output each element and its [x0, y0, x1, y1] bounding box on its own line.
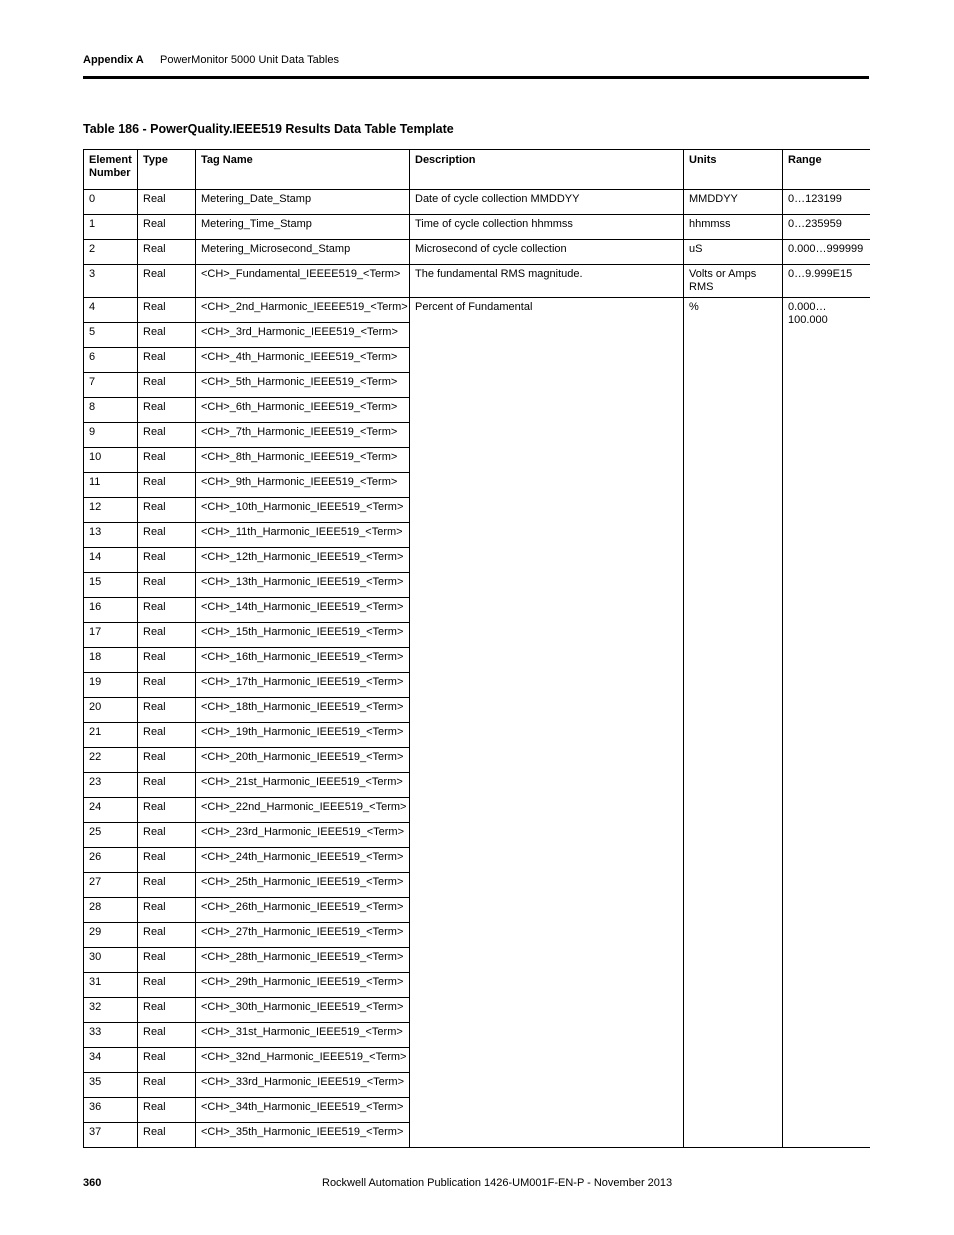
type-cell: Real — [138, 923, 196, 948]
column-header: Tag Name — [196, 150, 410, 190]
column-header: Description — [410, 150, 684, 190]
type-cell: Real — [138, 190, 196, 215]
type-cell: Real — [138, 873, 196, 898]
tag-name-cell: <CH>_26th_Harmonic_IEEE519_<Term> — [196, 898, 410, 923]
element-number-cell: 23 — [84, 773, 138, 798]
tag-name-cell: <CH>_4th_Harmonic_IEEE519_<Term> — [196, 348, 410, 373]
range-cell: 0…235959 — [783, 215, 870, 240]
tag-name-cell: <CH>_23rd_Harmonic_IEEE519_<Term> — [196, 823, 410, 848]
element-number-cell: 25 — [84, 823, 138, 848]
element-number-cell: 21 — [84, 723, 138, 748]
element-number-cell: 6 — [84, 348, 138, 373]
type-cell: Real — [138, 373, 196, 398]
element-number-cell: 12 — [84, 498, 138, 523]
type-cell: Real — [138, 898, 196, 923]
range-cell: 0…9.999E15 — [783, 265, 870, 298]
element-number-cell: 33 — [84, 1023, 138, 1048]
type-cell: Real — [138, 1048, 196, 1073]
tag-name-cell: <CH>_10th_Harmonic_IEEE519_<Term> — [196, 498, 410, 523]
table-row — [84, 298, 870, 323]
tag-name-cell: <CH>_34th_Harmonic_IEEE519_<Term> — [196, 1098, 410, 1123]
range-cell: 0.000…999999 — [783, 240, 870, 265]
tag-name-cell: <CH>_32nd_Harmonic_IEEE519_<Term> — [196, 1048, 410, 1073]
range-cell: 0…123199 — [783, 190, 870, 215]
units-cell: Volts or Amps RMS — [684, 265, 783, 298]
tag-name-cell: <CH>_5th_Harmonic_IEEE519_<Term> — [196, 373, 410, 398]
element-number-cell: 3 — [84, 265, 138, 298]
type-cell: Real — [138, 323, 196, 348]
type-cell: Real — [138, 573, 196, 598]
page-header — [83, 52, 869, 79]
type-cell: Real — [138, 698, 196, 723]
type-cell: Real — [138, 348, 196, 373]
description-cell: Percent of Fundamental — [410, 298, 684, 1148]
tag-name-cell: <CH>_31st_Harmonic_IEEE519_<Term> — [196, 1023, 410, 1048]
element-number-cell: 24 — [84, 798, 138, 823]
type-cell: Real — [138, 498, 196, 523]
tag-name-cell: <CH>_19th_Harmonic_IEEE519_<Term> — [196, 723, 410, 748]
type-cell: Real — [138, 773, 196, 798]
column-header: Range — [783, 150, 870, 190]
tag-name-cell: <CH>_9th_Harmonic_IEEE519_<Term> — [196, 473, 410, 498]
tag-name-cell: Metering_Date_Stamp — [196, 190, 410, 215]
type-cell: Real — [138, 598, 196, 623]
element-number-cell: 35 — [84, 1073, 138, 1098]
tag-name-cell: <CH>_29th_Harmonic_IEEE519_<Term> — [196, 973, 410, 998]
type-cell: Real — [138, 265, 196, 298]
type-cell: Real — [138, 948, 196, 973]
units-cell: uS — [684, 240, 783, 265]
type-cell: Real — [138, 240, 196, 265]
type-cell: Real — [138, 523, 196, 548]
tag-name-cell: Metering_Microsecond_Stamp — [196, 240, 410, 265]
tag-name-cell: <CH>_15th_Harmonic_IEEE519_<Term> — [196, 623, 410, 648]
element-number-cell: 7 — [84, 373, 138, 398]
element-number-cell: 14 — [84, 548, 138, 573]
tag-name-cell: <CH>_11th_Harmonic_IEEE519_<Term> — [196, 523, 410, 548]
element-number-cell: 27 — [84, 873, 138, 898]
tag-name-cell: <CH>_14th_Harmonic_IEEE519_<Term> — [196, 598, 410, 623]
tag-name-cell: <CH>_Fundamental_IEEEE519_<Term> — [196, 265, 410, 298]
element-number-cell: 11 — [84, 473, 138, 498]
tag-name-cell: <CH>_13th_Harmonic_IEEE519_<Term> — [196, 573, 410, 598]
tag-name-cell: <CH>_35th_Harmonic_IEEE519_<Term> — [196, 1123, 410, 1148]
type-cell: Real — [138, 673, 196, 698]
element-number-cell: 17 — [84, 623, 138, 648]
table-row — [84, 215, 870, 240]
type-cell: Real — [138, 998, 196, 1023]
type-cell: Real — [138, 1098, 196, 1123]
table-body — [84, 190, 870, 1148]
element-number-cell: 0 — [84, 190, 138, 215]
tag-name-cell: <CH>_2nd_Harmonic_IEEEE519_<Term> — [196, 298, 410, 323]
tag-name-cell: <CH>_17th_Harmonic_IEEE519_<Term> — [196, 673, 410, 698]
element-number-cell: 13 — [84, 523, 138, 548]
element-number-cell: 1 — [84, 215, 138, 240]
element-number-cell: 16 — [84, 598, 138, 623]
element-number-cell: 26 — [84, 848, 138, 873]
tag-name-cell: <CH>_20th_Harmonic_IEEE519_<Term> — [196, 748, 410, 773]
tag-name-cell: <CH>_3rd_Harmonic_IEEE519_<Term> — [196, 323, 410, 348]
element-number-cell: 19 — [84, 673, 138, 698]
description-cell: Date of cycle collection MMDDYY — [410, 190, 684, 215]
type-cell: Real — [138, 723, 196, 748]
tag-name-cell: <CH>_33rd_Harmonic_IEEE519_<Term> — [196, 1073, 410, 1098]
element-number-cell: 15 — [84, 573, 138, 598]
element-number-cell: 36 — [84, 1098, 138, 1123]
publication-info: Rockwell Automation Publication 1426-UM001F-EN-P - November 2013 — [322, 1177, 673, 1189]
element-number-cell: 5 — [84, 323, 138, 348]
data-table — [83, 149, 870, 1148]
tag-name-cell: <CH>_18th_Harmonic_IEEE519_<Term> — [196, 698, 410, 723]
tag-name-cell: <CH>_21st_Harmonic_IEEE519_<Term> — [196, 773, 410, 798]
tag-name-cell: <CH>_30th_Harmonic_IEEE519_<Term> — [196, 998, 410, 1023]
tag-name-cell: <CH>_25th_Harmonic_IEEE519_<Term> — [196, 873, 410, 898]
table-header-row — [84, 150, 870, 190]
type-cell: Real — [138, 398, 196, 423]
type-cell: Real — [138, 548, 196, 573]
table-row — [84, 265, 870, 298]
type-cell: Real — [138, 423, 196, 448]
element-number-cell: 29 — [84, 923, 138, 948]
type-cell: Real — [138, 848, 196, 873]
description-cell: Time of cycle collection hhmmss — [410, 215, 684, 240]
tag-name-cell: <CH>_27th_Harmonic_IEEE519_<Term> — [196, 923, 410, 948]
type-cell: Real — [138, 648, 196, 673]
tag-name-cell: <CH>_6th_Harmonic_IEEE519_<Term> — [196, 398, 410, 423]
element-number-cell: 18 — [84, 648, 138, 673]
description-cell: Microsecond of cycle collection — [410, 240, 684, 265]
type-cell: Real — [138, 823, 196, 848]
section-title: PowerMonitor 5000 Unit Data Tables — [160, 54, 339, 66]
type-cell: Real — [138, 473, 196, 498]
tag-name-cell: <CH>_12th_Harmonic_IEEE519_<Term> — [196, 548, 410, 573]
description-cell: The fundamental RMS magnitude. — [410, 265, 684, 298]
units-cell: hhmmss — [684, 215, 783, 240]
tag-name-cell: <CH>_28th_Harmonic_IEEE519_<Term> — [196, 948, 410, 973]
units-cell: MMDDYY — [684, 190, 783, 215]
column-header: Type — [138, 150, 196, 190]
type-cell: Real — [138, 973, 196, 998]
type-cell: Real — [138, 748, 196, 773]
column-header: Units — [684, 150, 783, 190]
table-caption: Table 186 - PowerQuality.IEEE519 Results Data Table Template — [83, 122, 454, 136]
column-header: Element Number — [84, 150, 138, 190]
type-cell: Real — [138, 623, 196, 648]
range-cell: 0.000…100.000 — [783, 298, 870, 1148]
units-cell: % — [684, 298, 783, 1148]
table-row — [84, 240, 870, 265]
type-cell: Real — [138, 1123, 196, 1148]
tag-name-cell: <CH>_7th_Harmonic_IEEE519_<Term> — [196, 423, 410, 448]
element-number-cell: 9 — [84, 423, 138, 448]
element-number-cell: 8 — [84, 398, 138, 423]
type-cell: Real — [138, 298, 196, 323]
type-cell: Real — [138, 215, 196, 240]
tag-name-cell: <CH>_22nd_Harmonic_IEEE519_<Term> — [196, 798, 410, 823]
element-number-cell: 32 — [84, 998, 138, 1023]
element-number-cell: 37 — [84, 1123, 138, 1148]
element-number-cell: 20 — [84, 698, 138, 723]
type-cell: Real — [138, 1073, 196, 1098]
page-number: 360 — [83, 1177, 102, 1189]
tag-name-cell: Metering_Time_Stamp — [196, 215, 410, 240]
tag-name-cell: <CH>_24th_Harmonic_IEEE519_<Term> — [196, 848, 410, 873]
element-number-cell: 30 — [84, 948, 138, 973]
element-number-cell: 28 — [84, 898, 138, 923]
element-number-cell: 22 — [84, 748, 138, 773]
appendix-label: Appendix A — [83, 54, 144, 66]
element-number-cell: 34 — [84, 1048, 138, 1073]
element-number-cell: 10 — [84, 448, 138, 473]
type-cell: Real — [138, 798, 196, 823]
tag-name-cell: <CH>_8th_Harmonic_IEEE519_<Term> — [196, 448, 410, 473]
tag-name-cell: <CH>_16th_Harmonic_IEEE519_<Term> — [196, 648, 410, 673]
element-number-cell: 2 — [84, 240, 138, 265]
table-row — [84, 190, 870, 215]
element-number-cell: 4 — [84, 298, 138, 323]
element-number-cell: 31 — [84, 973, 138, 998]
type-cell: Real — [138, 448, 196, 473]
type-cell: Real — [138, 1023, 196, 1048]
